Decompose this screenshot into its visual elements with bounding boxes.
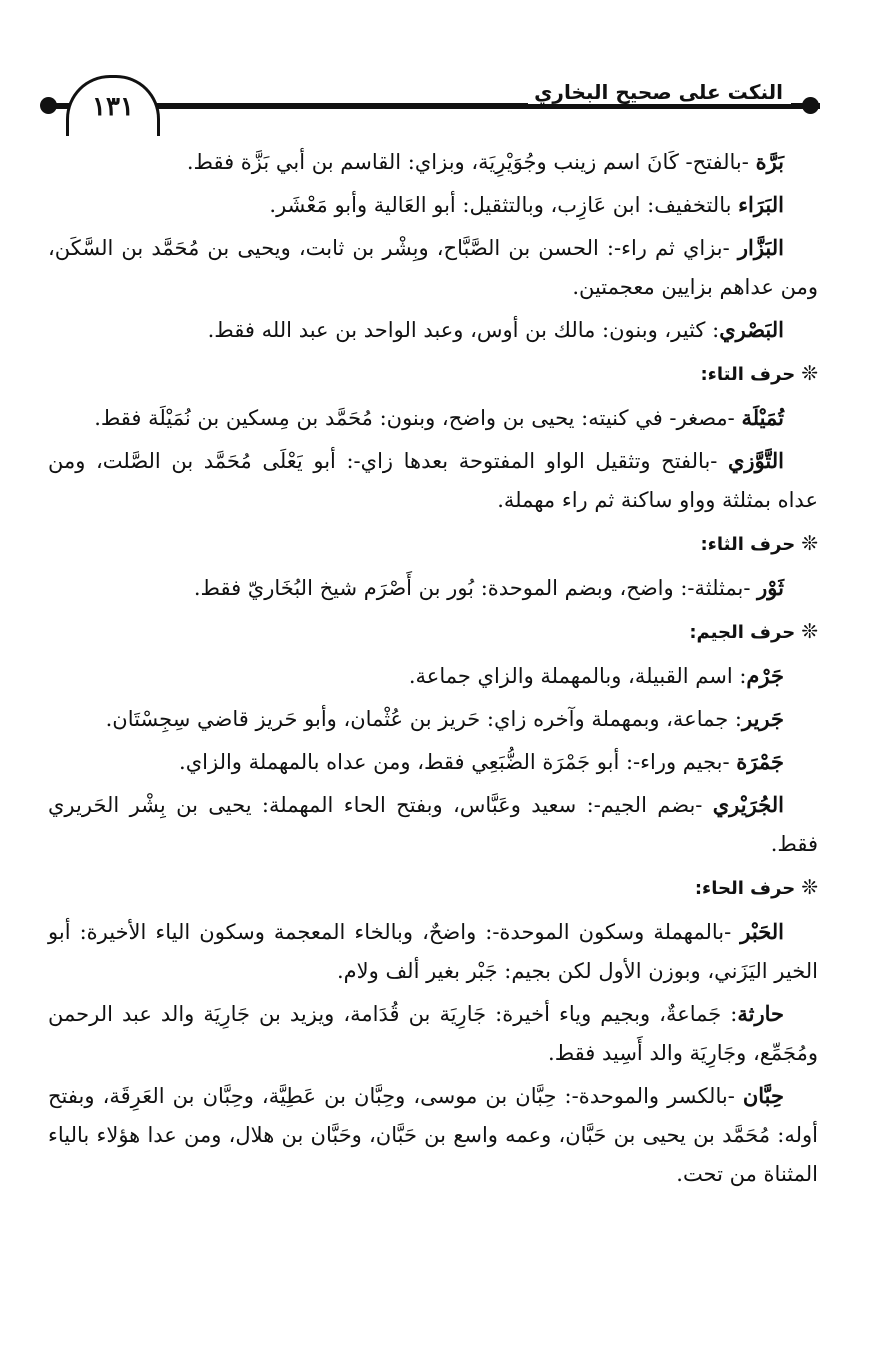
entry-term: حِبَّان xyxy=(742,1083,784,1108)
section-title: حرف الثاء: xyxy=(700,534,796,555)
section-marker-icon: ❊ xyxy=(801,531,818,555)
entry-paragraph xyxy=(48,441,818,520)
entry-term: الجُرَيْري xyxy=(712,792,784,817)
section-marker-icon: ❊ xyxy=(801,875,818,899)
section-marker-icon: ❊ xyxy=(801,361,818,385)
entry-paragraph xyxy=(48,656,818,696)
page-content xyxy=(48,142,818,1197)
page-number: ١٣١ xyxy=(92,92,134,122)
entry-paragraph xyxy=(48,699,818,739)
section-marker-icon: ❊ xyxy=(801,619,818,643)
entry-text: -بالفتح وتثقيل الواو المفتوحة بعدها زاي-: أبو يَعْلَى مُحَمَّد بن الصَّلت، ومن عداه بمثلثة وواو ساكنة ثم راء مهملة. xyxy=(48,449,818,512)
entry-text: : اسم القبيلة، وبالمهملة والزاي جماعة. xyxy=(408,664,747,688)
section-title: حرف التاء: xyxy=(700,364,796,385)
entry-text: -بالفتح- كَانَ اسم زينب وجُوَيْرِيَة، وبزاي: القاسم بن أبي بَزَّة فقط. xyxy=(186,150,756,174)
entry-paragraph xyxy=(48,994,818,1073)
entry-term: حارثة xyxy=(737,1001,784,1026)
entry-term: التَّوَّزي xyxy=(728,448,784,473)
entry-text: -بجيم وراء-: أبو جَمْرَة الضُّبَعِي فقط، ومن عداه بالمهملة والزاي. xyxy=(179,750,737,774)
entry-paragraph xyxy=(48,142,818,182)
entry-paragraph xyxy=(48,742,818,782)
section-title: حرف الجيم: xyxy=(689,622,796,643)
entry-term: تُمَيْلَة xyxy=(741,405,784,430)
entry-paragraph xyxy=(48,785,818,864)
header-bullet-right-icon xyxy=(802,97,819,114)
entry-paragraph xyxy=(48,185,818,225)
section-title: حرف الحاء: xyxy=(694,878,796,899)
header-bullet-left-icon xyxy=(40,97,57,114)
section-heading xyxy=(48,354,818,394)
entry-term: الحَبْر xyxy=(740,919,784,944)
entry-text: -بضم الجيم-: سعيد وعَبَّاس، وبفتح الحاء المهملة: يحيى بن بِشْر الحَريري فقط. xyxy=(48,793,818,856)
entry-paragraph xyxy=(48,1076,818,1194)
entry-term: بَرَّة xyxy=(755,149,784,174)
entry-text: -بالمهملة وسكون الموحدة-: واضحٌ، وبالخاء المعجمة وسكون الياء الأخيرة: أبو الخير اليَزَني، وبوزن الأول لكن بجيم: جَبْر بغير ألف ولام. xyxy=(48,920,818,983)
section-heading xyxy=(48,524,818,564)
entry-paragraph xyxy=(48,228,818,307)
running-title: النكت على صحيح البخاري xyxy=(528,80,791,104)
entry-text: -بمثلثة-: واضح، وبضم الموحدة: بُور بن أَصْرَم شيخ البُخَاريّ فقط. xyxy=(193,576,758,600)
entry-text: -بزاي ثم راء-: الحسن بن الصَّبَّاح، وبِشْر بن ثابت، ويحيى بن مُحَمَّد بن السَّكَن، ومن عداهم بزايين معجمتين. xyxy=(48,236,818,299)
entry-term: جَمْرَة xyxy=(736,749,784,774)
entry-term: ثَوْر xyxy=(757,575,784,600)
entry-term: جَرير xyxy=(742,706,784,731)
entry-term: جَرْم xyxy=(746,663,784,688)
entry-text: بالتخفيف: ابن عَازِب، وبالتثقيل: أبو العَالية وأبو مَعْشَر. xyxy=(269,193,739,217)
entry-paragraph xyxy=(48,568,818,608)
entry-term: البَزَّار xyxy=(737,235,784,260)
page-number-box xyxy=(66,75,160,136)
entry-paragraph xyxy=(48,310,818,350)
entry-text: -بالكسر والموحدة-: حِبَّان بن موسى، وحِبَّان بن عَطِيَّة، وحِبَّان بن العَرِقَة، وبفتح أوله: مُحَمَّد بن يحيى بن حَبَّان، وعمه واسع بن حَبَّان، وحَبَّان بن هلال، ومن عدا هؤلاء بالياء المثناة من تحت. xyxy=(48,1084,818,1186)
entry-text: -مصغر- في كنيته: يحيى بن واضح، وبنون: مُحَمَّد بن مِسكين بن نُمَيْلَة فقط. xyxy=(94,406,742,430)
entry-paragraph xyxy=(48,398,818,438)
entry-term: البَرَاء xyxy=(738,192,784,217)
entry-term: البَصْري xyxy=(719,317,784,342)
entry-paragraph xyxy=(48,912,818,991)
section-heading xyxy=(48,612,818,652)
entry-text: : جَماعةٌ، وبجيم وياء أخيرة: جَارِيَة بن قُدَامة، ويزيد بن جَارِيَة والد عبد الرحمن ومُجَمِّع، وجَارِيَة والد أَسِيد فقط. xyxy=(48,1002,818,1065)
section-heading xyxy=(48,868,818,908)
entry-text: : جماعة، وبمهملة وآخره زاي: حَريز بن عُثْمان، وأبو حَريز قاضي سِجِسْتَان. xyxy=(105,707,742,731)
entry-text: : كثير، وبنون: مالك بن أوس، وعبد الواحد بن عبد الله فقط. xyxy=(207,318,720,342)
